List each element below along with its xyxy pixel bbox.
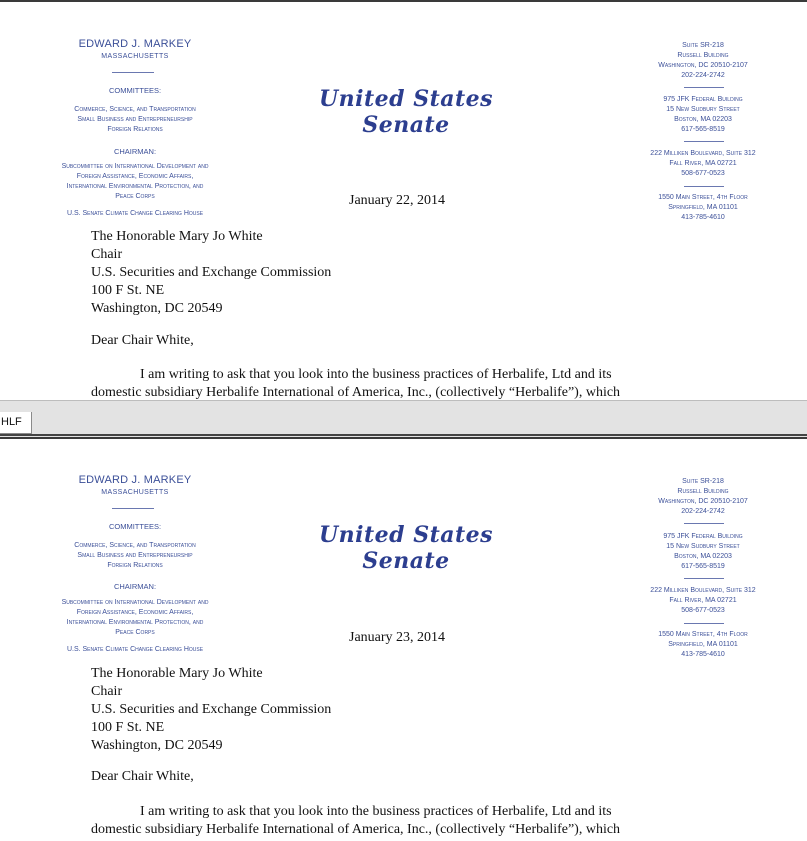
divider: [684, 141, 724, 142]
letter-body: I am writing to ask that you look into the business practices of Herbalife, Ltd and its domestic subsidiary Herbalife International of America, Inc., (collectively “Herbalife”), which: [91, 804, 621, 837]
salutation: Dear Chair White,: [91, 769, 194, 784]
chairman-list: [20, 162, 250, 202]
divider: [112, 508, 154, 509]
divider: [684, 578, 724, 579]
chairman-item: Subcommittee on International Development and: [61, 163, 209, 170]
recipient-address: The Honorable Mary Jo White Chair U.S. Securities and Exchange Commission 100 F St. NE Washington, DC 20549: [91, 229, 332, 316]
letter-pane-top: [0, 0, 807, 400]
tab-bar-divider: [0, 434, 807, 436]
office-dc: Suite SR-218 Russell Building Washington, DC 20510-2107 202-224-2742: [658, 42, 748, 79]
divider: [684, 87, 724, 88]
clearing-house: U.S. Senate Climate Change Clearing House: [66, 210, 204, 217]
senate-title: United States Senate: [318, 522, 494, 574]
office-dc: Suite SR-218 Russell Building Washington, DC 20510-2107 202-224-2742: [658, 478, 748, 515]
divider: [112, 72, 154, 73]
committee-item: Small Business and Entrepreneurship: [77, 552, 193, 559]
committees-list: [30, 105, 240, 135]
divider: [684, 186, 724, 187]
senator-name: EDWARD J. MARKEY: [78, 38, 192, 50]
document-tab-bar: [0, 400, 807, 437]
committee-item: Foreign Relations: [107, 126, 163, 133]
office-springfield: 1550 Main Street, 4th Floor Springfield, MA 01101 413-785-4610: [658, 631, 748, 658]
chairman-item: Foreign Assistance, Economic Affairs,: [76, 609, 194, 616]
letter-pane-bottom: [0, 437, 807, 841]
letter-date: January 23, 2014: [349, 630, 446, 645]
chairman-item: International Environmental Protection, and: [66, 619, 204, 626]
chairman-item: Subcommittee on International Development and: [61, 599, 209, 606]
divider: [684, 523, 724, 524]
salutation: Dear Chair White,: [91, 333, 194, 348]
committee-item: Foreign Relations: [107, 562, 163, 569]
senator-state: MASSACHUSETTS: [101, 489, 169, 496]
chairman-label: CHAIRMAN:: [113, 582, 157, 591]
committee-item: Commerce, Science, and Transportation: [74, 542, 196, 549]
letter-body: I am writing to ask that you look into the business practices of Herbalife, Ltd and its domestic subsidiary Herbalife International of America, Inc., (collectively “Herbalife”), which: [91, 367, 621, 400]
chairman-item: Peace Corps: [115, 629, 155, 636]
committee-item: Small Business and Entrepreneurship: [77, 116, 193, 123]
committees-label: COMMITTEES:: [108, 522, 162, 531]
recipient-address: The Honorable Mary Jo White Chair U.S. Securities and Exchange Commission 100 F St. NE Washington, DC 20549: [91, 666, 332, 753]
divider: [684, 623, 724, 624]
office-fall-river: 222 Milliken Boulevard, Suite 312 Fall River, MA 02721 508-677-0523: [650, 150, 756, 177]
senator-name: EDWARD J. MARKEY: [78, 474, 192, 486]
senator-state: MASSACHUSETTS: [101, 53, 169, 60]
chairman-item: Foreign Assistance, Economic Affairs,: [76, 173, 194, 180]
office-springfield: 1550 Main Street, 4th Floor Springfield, MA 01101 413-785-4610: [658, 194, 748, 221]
chairman-item: Peace Corps: [115, 193, 155, 200]
committee-item: Commerce, Science, and Transportation: [74, 106, 196, 113]
chairman-list: [20, 598, 250, 638]
senate-title: United States Senate: [318, 86, 494, 138]
chairman-label: CHAIRMAN:: [113, 147, 157, 156]
tab-hlf[interactable]: HLF: [0, 412, 32, 434]
letter-date: January 22, 2014: [349, 193, 446, 208]
committees-list: [30, 541, 240, 571]
office-fall-river: 222 Milliken Boulevard, Suite 312 Fall River, MA 02721 508-677-0523: [650, 587, 756, 614]
office-boston: 975 JFK Federal Building 15 New Sudbury Street Boston, MA 02203 617-565-8519: [663, 96, 743, 133]
clearing-house: U.S. Senate Climate Change Clearing House: [66, 646, 204, 653]
office-boston: 975 JFK Federal Building 15 New Sudbury Street Boston, MA 02203 617-565-8519: [663, 533, 743, 570]
chairman-item: International Environmental Protection, and: [66, 183, 204, 190]
committees-label: COMMITTEES:: [108, 86, 162, 95]
